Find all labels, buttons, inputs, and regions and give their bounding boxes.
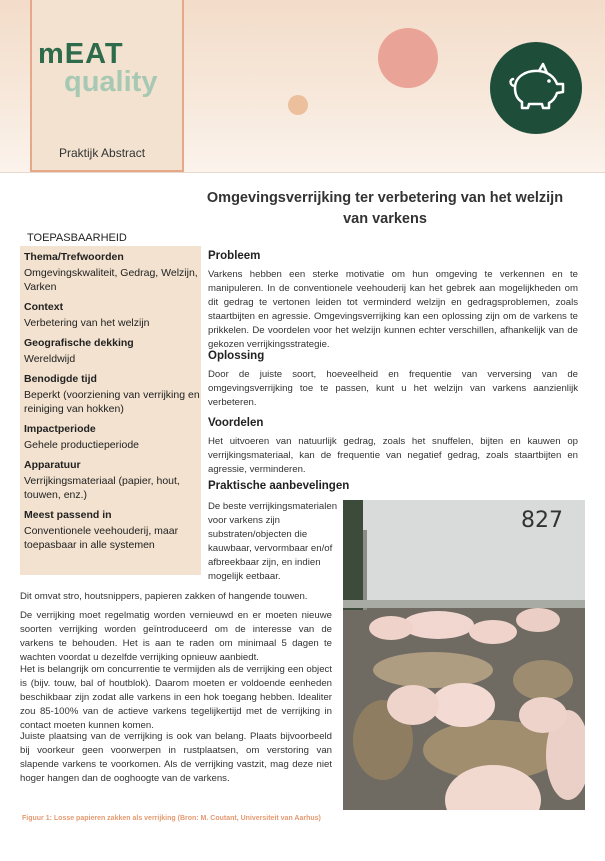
title-line-1: Omgevingsverrijking ter verbetering van het welzijn (206, 190, 564, 206)
section-text-probleem: Varkens hebben een sterke motivatie om hun omgeving te verkennen en te manipuleren. In de conventionele veehouderij kan het gebrek aan mogelijkheden om dit gedrag te vertonen leiden tot verminderd welzijn en gedragsproblemen, zoals staartbijten en agressie. Omgevingsverrijking kan een oplossing zijn om de varkens te prikkelen. De voordelen voor het welzijn kunnen echter verschillen, afhankelijk van de gekozen verrijkingsstrategie. (208, 269, 578, 350)
decorative-circle-pink (378, 28, 438, 88)
recommendations-intro: De beste verrijkingsmaterialen voor varkens zijn substraten/objecten die kauwbaar, vervormbaar en/of afbreekbaar zijn, en indien mogelijk eetbaar. (208, 501, 338, 582)
section-text-voordelen: Het uitvoeren van natuurlijk gedrag, zoals het snuffelen, bijten en kauwen op verrijkingsmateriaal, kan de frequentie van negatief gedrag, zoals staartbijten en agressie, verminderen. (208, 436, 578, 475)
section-heading-oplossing: Oplossing (208, 350, 265, 362)
sidebar-value: Gehele productieperiode (24, 439, 139, 451)
sidebar-key: Benodigde tijd (24, 373, 97, 385)
recommendations-paragraph-2: De verrijking moet regelmatig worden vernieuwd en er moeten nieuwe soorten verrijking worden geïntroduceerd om de interesse van de varkens te behouden. Het is aan te raden om minimaal 5 dagen te wachten voordat u dezelfde verrijking opnieuw aanbiedt. (20, 610, 332, 663)
pen-number: 827 (521, 508, 563, 533)
section-heading-voordelen: Voordelen (208, 417, 264, 429)
title-line-2: van varkens (343, 211, 427, 227)
section-heading-probleem: Probleem (208, 250, 261, 262)
pig-pen-photo (343, 500, 585, 810)
figure-caption: Figuur 1: Losse papieren zakken als verrijking (Bron: M. Coutant, Universiteit van Aarhus) (22, 815, 321, 822)
applicability-list (24, 250, 200, 558)
sidebar-value: Conventionele veehouderij, maar toepasbaar in alle systemen (24, 525, 179, 551)
sidebar-key: Apparatuur (24, 459, 81, 471)
header-divider (0, 172, 605, 173)
sidebar-heading: TOEPASBAARHEID (27, 232, 127, 244)
sidebar-value: Wereldwijd (24, 353, 76, 365)
sidebar-value: Beperkt (voorziening van verrijking en reiniging van hokken) (24, 389, 200, 415)
sidebar-key: Thema/Trefwoorden (24, 251, 124, 263)
logo-quality-text: quality (64, 66, 158, 98)
sidebar-key: Meest passend in (24, 509, 112, 521)
pig-icon (505, 62, 567, 112)
sidebar-key: Geografische dekking (24, 337, 134, 349)
decorative-circle-small (288, 95, 308, 115)
doc-type-label: Praktijk Abstract (59, 146, 146, 160)
recommendations-paragraph-3: Het is belangrijk om concurrentie te vermijden als de verrijking een object is (bijv. touw, bal of houtblok). Daarom moeten er voldoende eenheden beschikbaar zijn zodat alle varkens in een hok toegang hebben. Idealiter zou 85-100% van de actieve varkens tegelijkertijd met de verrijking in contact moeten kunnen komen. (20, 664, 332, 731)
sidebar-key: Impactperiode (24, 423, 96, 435)
logo-meat-text: mEAT (38, 38, 124, 70)
pig-pen-illustration (343, 500, 585, 810)
sidebar-value: Verbetering van het welzijn (24, 317, 150, 329)
sidebar-value: Omgevingskwaliteit, Gedrag, Welzijn, Varken (24, 267, 198, 293)
page-title (190, 188, 580, 230)
sidebar-value: Verrijkingsmateriaal (papier, hout, touwen, enz.) (24, 475, 180, 501)
section-heading-aanbevelingen: Praktische aanbevelingen (208, 480, 350, 492)
recommendations-paragraph-1: Dit omvat stro, houtsnippers, papieren zakken of hangende touwen. (20, 591, 308, 602)
recommendations-paragraph-4: Juiste plaatsing van de verrijking is ook van belang. Plaats bijvoorbeeld bij voorkeur geen voorwerpen in rustplaatsen, om verstoring van slapende varkens te voorkomen. Als de verrijking vastzit, mag deze niet hoger hangen dan de ooghoogte van de varkens. (20, 731, 332, 784)
sidebar-key: Context (24, 301, 64, 313)
section-text-oplossing: Door de juiste soort, hoeveelheid en frequentie van verversing van de omgevingsverrijking toe te passen, kunt u het welzijn van varkens aanzienlijk verbeteren. (208, 369, 578, 408)
